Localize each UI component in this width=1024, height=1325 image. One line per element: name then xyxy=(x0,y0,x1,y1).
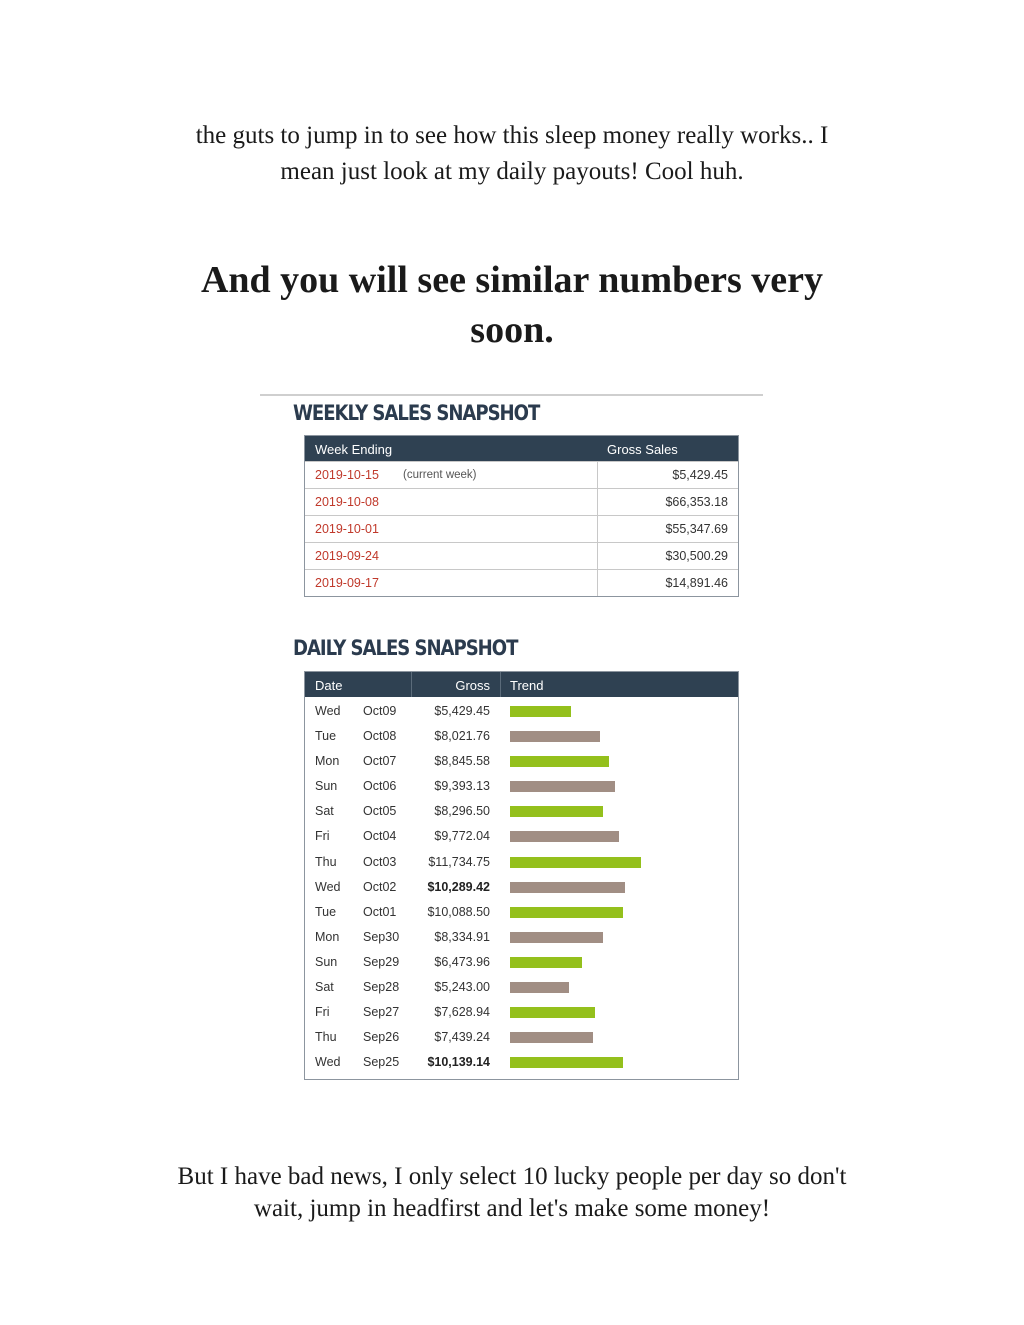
gross-sales-value: $14,891.46 xyxy=(665,576,728,590)
day-of-week: Wed xyxy=(315,1055,341,1070)
column-divider xyxy=(597,516,598,542)
daily-table-row xyxy=(305,875,738,900)
daily-table-row xyxy=(305,975,738,1000)
day-of-week: Tue xyxy=(315,904,337,919)
trend-bar xyxy=(510,806,603,817)
daily-gross-value: $8,845.58 xyxy=(434,754,490,769)
column-divider xyxy=(597,462,598,488)
sale-date: Oct08 xyxy=(363,729,397,744)
column-divider xyxy=(597,489,598,515)
gross-sales-value: $5,429.45 xyxy=(672,468,728,482)
weekly-header-sales: Gross Sales xyxy=(607,442,678,457)
sale-date: Sep26 xyxy=(363,1030,400,1045)
sale-date: Sep25 xyxy=(363,1055,400,1070)
day-of-week: Wed xyxy=(315,704,341,718)
headline xyxy=(110,255,914,355)
weekly-sales-table xyxy=(304,435,739,597)
day-of-week: Wed xyxy=(315,879,341,894)
trend-bar xyxy=(510,706,571,717)
header-divider xyxy=(500,672,501,697)
headline-line-2: soon. xyxy=(470,309,554,351)
column-divider xyxy=(597,570,598,596)
column-divider xyxy=(597,543,598,569)
weekly-table-body xyxy=(305,461,738,596)
day-of-week: Fri xyxy=(315,829,330,844)
daily-sales-table xyxy=(304,671,739,1080)
sale-date: Oct09 xyxy=(363,704,397,718)
day-of-week: Thu xyxy=(315,854,337,869)
sale-date: Oct01 xyxy=(363,904,397,919)
daily-gross-value: $5,429.45 xyxy=(434,704,490,718)
weekly-table-row xyxy=(305,488,738,515)
daily-table-row xyxy=(305,774,738,799)
daily-gross-value: $5,243.00 xyxy=(434,980,490,995)
weekly-table-row xyxy=(305,542,738,569)
closing-line-1: But I have bad news, I only select 10 lucky people per day so don't xyxy=(177,1163,847,1190)
week-ending-date: 2019-10-01 xyxy=(315,522,379,536)
weekly-table-row xyxy=(305,569,738,596)
daily-table-row xyxy=(305,1050,738,1075)
day-of-week: Sun xyxy=(315,779,338,794)
day-of-week: Sat xyxy=(315,980,334,995)
sale-date: Oct04 xyxy=(363,829,397,844)
trend-bar xyxy=(510,857,641,868)
headline-line-1: And you will see similar numbers very xyxy=(200,259,824,301)
header-divider xyxy=(411,672,412,697)
trend-bar xyxy=(510,982,569,993)
daily-table-row xyxy=(305,925,738,950)
daily-header-date: Date xyxy=(315,678,343,693)
week-ending-date: 2019-10-08 xyxy=(315,495,379,509)
intro-paragraph xyxy=(130,118,894,190)
daily-gross-value: $8,334.91 xyxy=(434,929,490,944)
sale-date: Oct06 xyxy=(363,779,397,794)
trend-bar xyxy=(510,907,623,918)
daily-table-row xyxy=(305,824,738,849)
daily-table-row xyxy=(305,900,738,925)
daily-table-header xyxy=(305,672,738,697)
daily-gross-value: $10,088.50 xyxy=(427,904,490,919)
daily-table-row xyxy=(305,799,738,824)
week-ending-date: 2019-09-17 xyxy=(315,576,379,590)
daily-gross-value: $11,734.75 xyxy=(428,854,490,869)
sale-date: Oct03 xyxy=(363,854,397,869)
day-of-week: Thu xyxy=(315,1030,337,1045)
daily-table-row xyxy=(305,699,738,724)
sale-date: Sep29 xyxy=(363,954,400,969)
day-of-week: Fri xyxy=(315,1005,330,1020)
closing-paragraph xyxy=(110,1161,914,1225)
daily-table-row xyxy=(305,1025,738,1050)
weekly-table-row xyxy=(305,515,738,542)
daily-table-row xyxy=(305,724,738,749)
trend-bar xyxy=(510,1032,593,1043)
trend-bar xyxy=(510,731,600,742)
daily-header-gross: Gross xyxy=(455,678,490,693)
gross-sales-value: $55,347.69 xyxy=(665,522,728,536)
day-of-week: Mon xyxy=(315,929,340,944)
weekly-table-header xyxy=(305,436,738,461)
trend-bar xyxy=(510,1057,623,1068)
sale-date: Oct02 xyxy=(363,879,397,894)
intro-line-2: mean just look at my daily payouts! Cool huh. xyxy=(280,158,744,185)
day-of-week: Sat xyxy=(315,804,334,819)
daily-gross-value: $7,439.24 xyxy=(434,1030,490,1045)
snapshot-top-divider xyxy=(260,394,763,396)
sale-date: Sep30 xyxy=(363,929,400,944)
trend-bar xyxy=(510,932,603,943)
trend-bar xyxy=(510,882,625,893)
daily-gross-value: $9,772.04 xyxy=(434,829,490,844)
sale-date: Sep27 xyxy=(363,1005,400,1020)
daily-table-row xyxy=(305,749,738,774)
trend-bar xyxy=(510,781,615,792)
daily-table-row xyxy=(305,1000,738,1025)
daily-gross-value: $10,139.14 xyxy=(427,1055,490,1070)
gross-sales-value: $66,353.18 xyxy=(665,495,728,509)
trend-bar xyxy=(510,831,619,842)
closing-line-2: wait, jump in headfirst and let's make some money! xyxy=(253,1195,771,1222)
gross-sales-value: $30,500.29 xyxy=(665,549,728,563)
daily-gross-value: $10,289.42 xyxy=(427,879,490,894)
weekly-snapshot-title: WEEKLY SALES SNAPSHOT xyxy=(293,401,540,425)
day-of-week: Sun xyxy=(315,954,338,969)
trend-bar xyxy=(510,756,609,767)
daily-gross-value: $8,296.50 xyxy=(434,804,490,819)
intro-line-1: the guts to jump in to see how this sleep money really works.. I xyxy=(195,122,829,149)
daily-table-body xyxy=(305,697,738,1079)
daily-gross-value: $9,393.13 xyxy=(434,779,490,794)
daily-header-trend: Trend xyxy=(510,678,544,693)
daily-table-row xyxy=(305,850,738,875)
trend-bar xyxy=(510,1007,595,1018)
day-of-week: Mon xyxy=(315,754,340,769)
weekly-header-week: Week Ending xyxy=(315,442,393,457)
daily-gross-value: $8,021.76 xyxy=(434,729,490,744)
sale-date: Oct05 xyxy=(363,804,397,819)
trend-bar xyxy=(510,957,582,968)
daily-snapshot-title: DAILY SALES SNAPSHOT xyxy=(293,636,518,660)
week-ending-date: 2019-10-15 xyxy=(315,468,379,482)
daily-table-row xyxy=(305,950,738,975)
daily-gross-value: $7,628.94 xyxy=(434,1005,490,1020)
sale-date: Oct07 xyxy=(363,754,397,769)
current-week-note: (current week) xyxy=(403,469,477,481)
sale-date: Sep28 xyxy=(363,980,400,995)
weekly-table-row xyxy=(305,461,738,488)
daily-gross-value: $6,473.96 xyxy=(434,954,490,969)
week-ending-date: 2019-09-24 xyxy=(315,549,379,563)
day-of-week: Tue xyxy=(315,729,337,744)
